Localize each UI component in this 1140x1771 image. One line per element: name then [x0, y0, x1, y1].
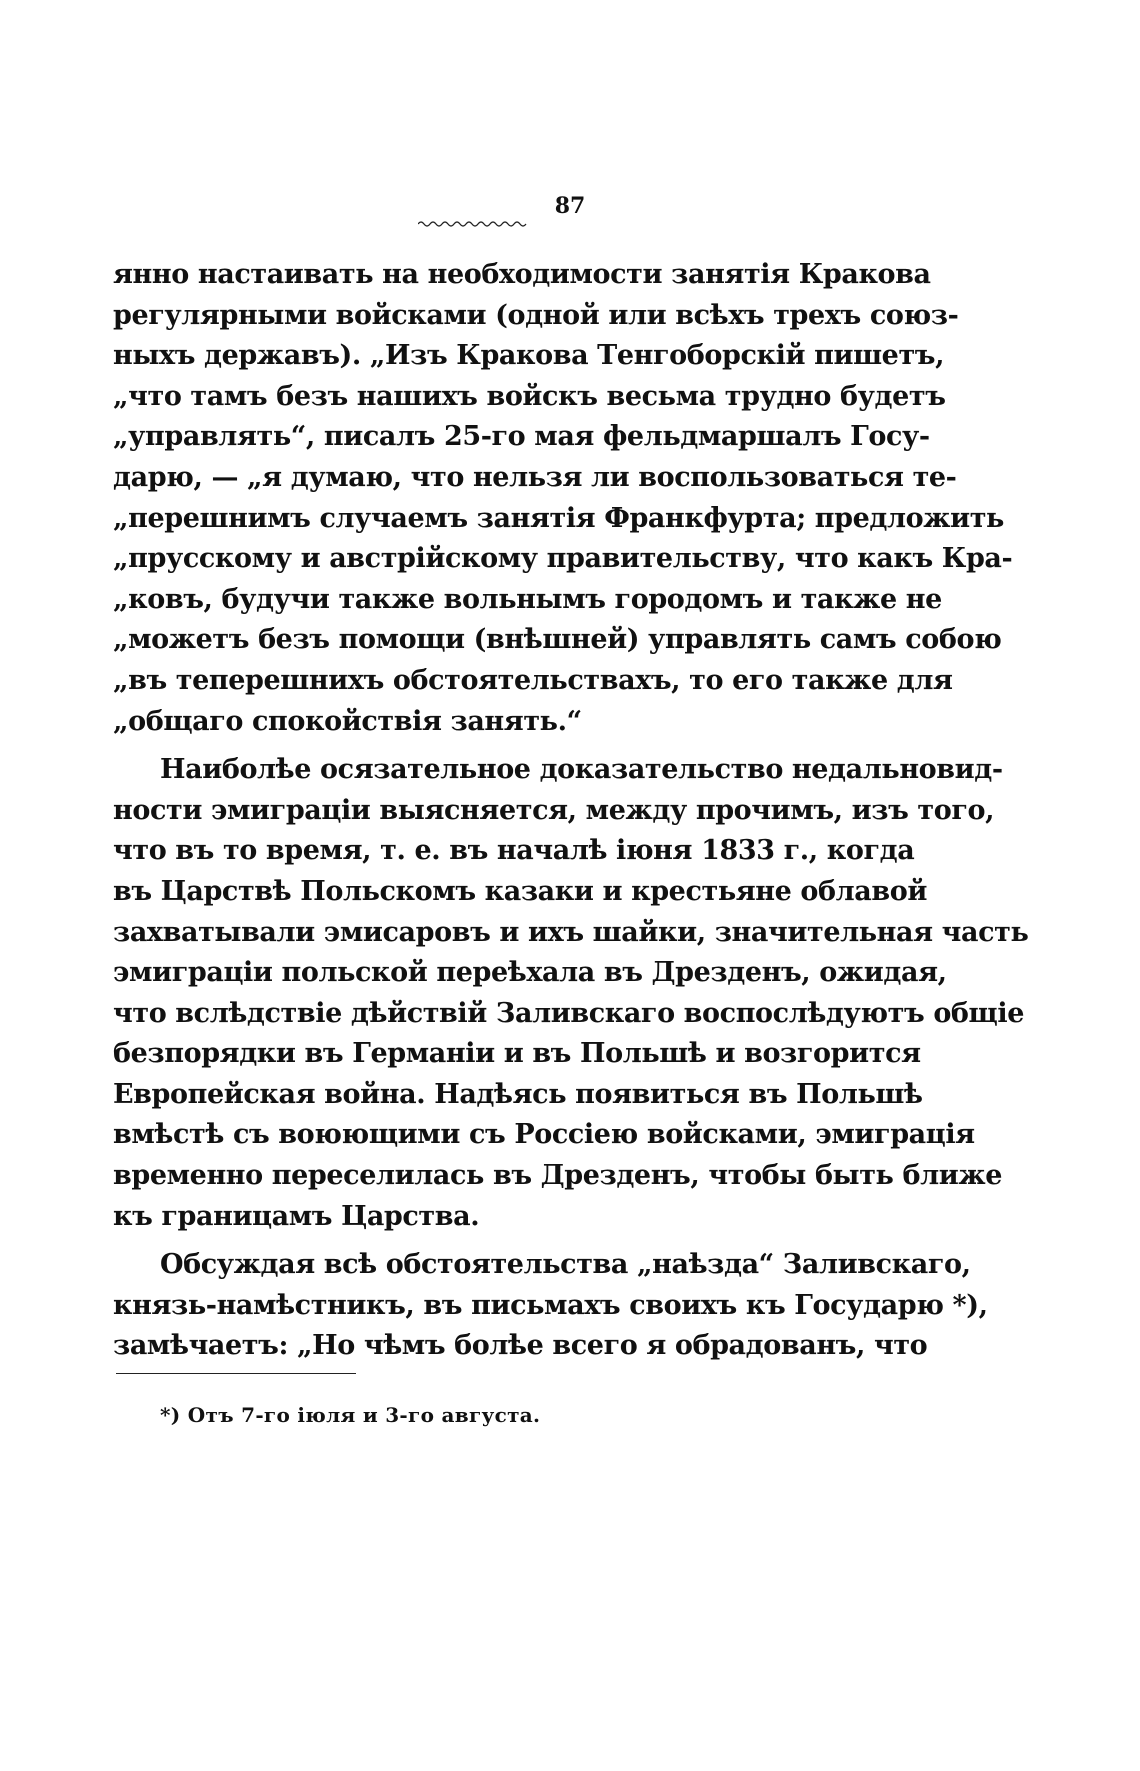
- text-line: ныхъ державъ). „Изъ Кракова Тенгоборскій пишетъ,: [113, 340, 945, 372]
- text-line: „общаго спокойствія занять.“: [113, 705, 582, 737]
- text-line: янно настаивать на необходимости занятія Кракова: [113, 259, 931, 290]
- text-line: „прусскому и австрійскому правительству, что какъ Кра-: [113, 543, 1013, 575]
- paragraph-3: [113, 1245, 988, 1367]
- text-line: дарю, — „я думаю, что нельзя ли воспользоваться те-: [113, 461, 957, 493]
- text-line: Обсуждая всѣ обстоятельства „наѣзда“ Заливскаго,: [160, 1249, 971, 1281]
- text-line: захватывали эмисаровъ и ихъ шайки, значительная часть: [113, 916, 1029, 948]
- page-number-ornament: [418, 219, 528, 229]
- footnote: *) Отъ 7-го іюля и 3-го августа.: [160, 1403, 541, 1427]
- paragraph-2: [113, 750, 1029, 1237]
- text-line: „можетъ безъ помощи (внѣшней) управлять самъ собою: [113, 624, 1002, 656]
- page-number: 87: [554, 193, 586, 219]
- text-line: князь-намѣстникъ, въ письмахъ своихъ къ Государю *),: [113, 1289, 988, 1321]
- text-line: „въ теперешнихъ обстоятельствахъ, то его также для: [113, 664, 953, 696]
- body-text: [113, 255, 1029, 1367]
- text-line: регулярными войсками (одной или всѣхъ трехъ союз-: [113, 299, 959, 331]
- text-line: замѣчаетъ: „Но чѣмъ болѣе всего я обрадованъ, что: [113, 1330, 928, 1362]
- footnote-separator: [116, 1373, 356, 1374]
- text-line: Наиболѣе осязательное доказательство недальновид-: [160, 754, 1003, 786]
- paragraph-1: [113, 255, 1013, 742]
- text-line: „перешнимъ случаемъ занятія Франкфурта; предложить: [113, 502, 1004, 534]
- text-line: что вслѣдствіе дѣйствій Заливскаго воспослѣдуютъ общіе: [113, 997, 1024, 1029]
- text-line: ности эмиграціи выясняется, между прочимъ, изъ того,: [113, 794, 995, 826]
- text-line: „что тамъ безъ нашихъ войскъ весьма трудно будетъ: [113, 380, 946, 412]
- text-line: „управлять“, писалъ 25-го мая фельдмаршалъ Госу-: [113, 421, 930, 453]
- text-line: Европейская война. Надѣясь появиться въ Польшѣ: [113, 1078, 923, 1110]
- text-line: вмѣстѣ съ воюющими съ Россіею войсками, эмиграція: [113, 1119, 975, 1151]
- text-line: эмиграціи польской переѣхала въ Дрезденъ, ожидая,: [113, 957, 947, 989]
- text-line: временно переселилась въ Дрезденъ, чтобы быть ближе: [113, 1160, 1002, 1192]
- text-line: „ковъ, будучи также вольнымъ городомъ и также не: [113, 583, 942, 615]
- text-line: что въ то время, т. е. въ началѣ іюня 1833 г., когда: [113, 835, 915, 867]
- text-line: въ Царствѣ Польскомъ казаки и крестьяне облавой: [113, 875, 927, 907]
- text-line: къ границамъ Царства.: [113, 1200, 480, 1232]
- text-line: безпорядки въ Германіи и въ Польшѣ и возгорится: [113, 1038, 921, 1070]
